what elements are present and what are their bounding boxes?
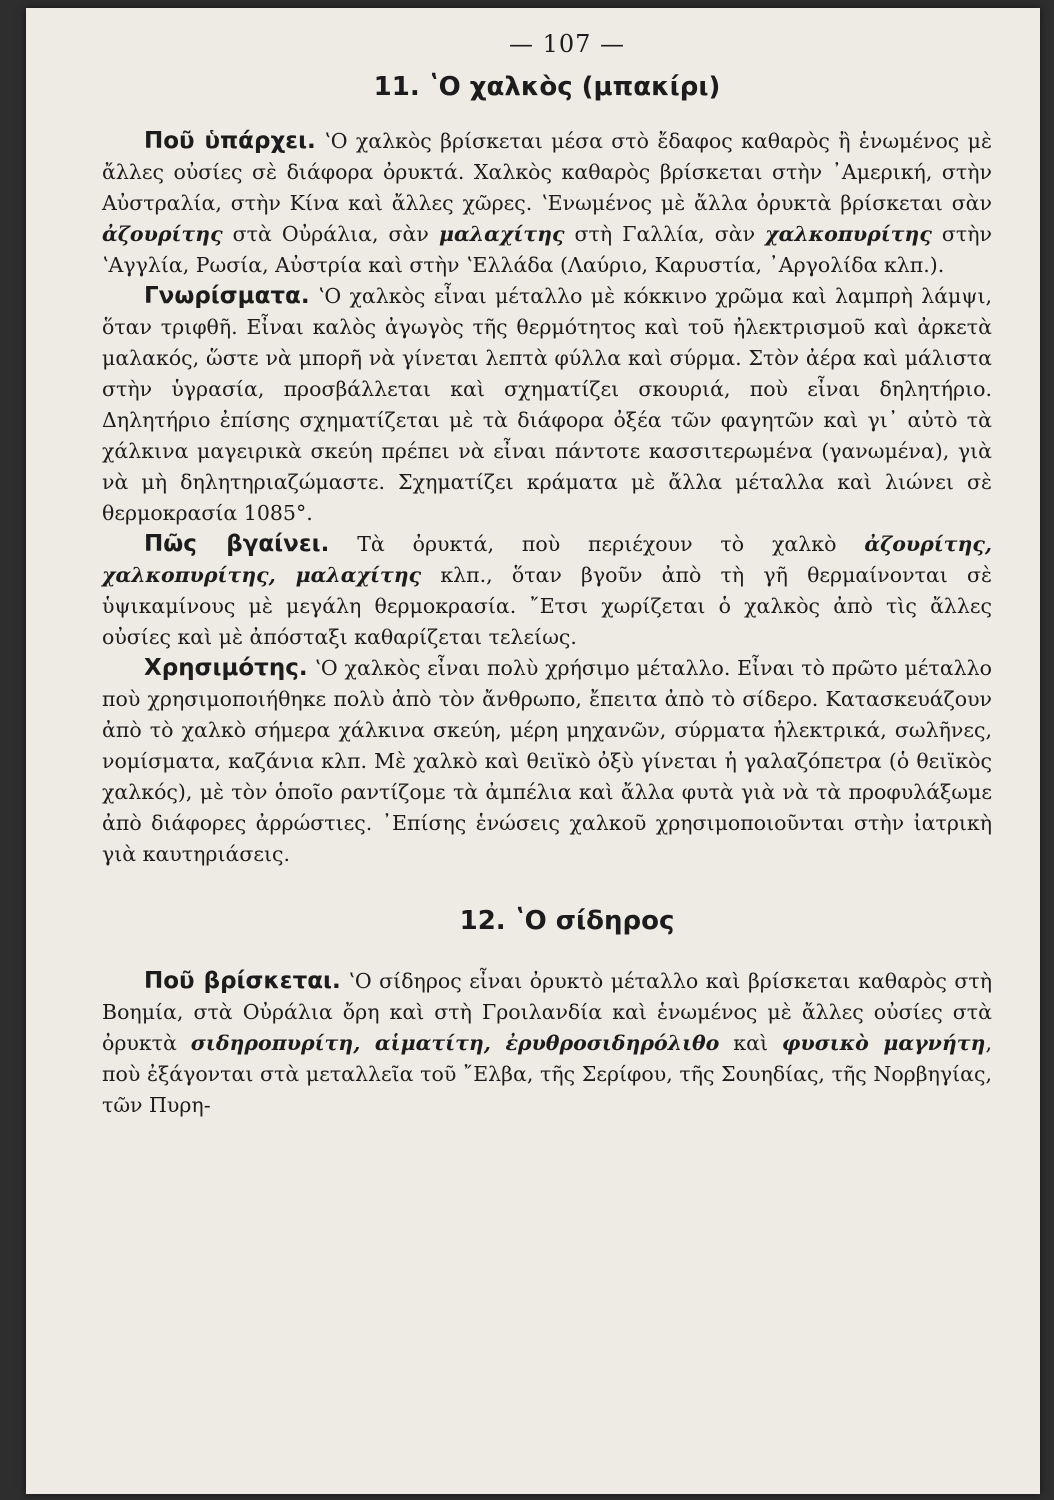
paragraph-heading: Χρησιμότης.	[144, 655, 308, 681]
book-page	[26, 8, 1040, 1494]
text-segment: , ποὺ ἐξάγονται στὰ μεταλλεῖα τοῦ ῎Ελβα, τῆς Σερίφου, τῆς Σουηδίας, τῆς Νορβηγίας, τῶν Πυρη-	[102, 1031, 992, 1117]
paragraph-heading: Πῶς βγαίνει.	[144, 531, 330, 557]
page-number: — 107 —	[508, 30, 626, 58]
mineral-term: φυσικὸ μαγνήτη	[781, 1031, 986, 1055]
text-segment: ʽΟ χαλκὸς εἶναι μέταλλο μὲ κόκκινο χρῶμα καὶ λαμπρὴ λάμψι, ὅταν τριφθῆ. Εἶναι καλὸς ἀγωγὸς τῆς θερμότητος καὶ τοῦ ἠλεκτρισμοῦ καὶ ἀρκετὰ μαλακός, ὥστε νὰ μπορῆ νὰ γίνεται λεπτὰ φύλλα καὶ σύρμα. Στὸν ἀέρα καὶ μάλιστα στὴν ὑγρασία, προσβάλλεται καὶ σχηματίζει σκουριά, ποὺ εἶναι δηλητήριο. Δηλητήριο ἐπίσης σχηματίζεται μὲ τὰ διάφορα ὀξέα τῶν φαγητῶν καὶ γι᾽ αὐτὸ τὰ χάλκινα μαγειρικὰ σκεύη πρέπει νὰ εἶναι πάντοτε κασσιτερωμένα (γανωμένα), γιὰ νὰ μὴ δηλητηριαζώμαστε. Σχηματίζει κράματα μὲ ἄλλα μέταλλα καὶ λιώνει σὲ θερμοκρασία 1085°.	[102, 284, 992, 525]
mineral-term: χαλκοπυρίτης	[765, 222, 932, 246]
paragraph-copper-extraction	[102, 529, 992, 653]
text-segment: ʽΟ χαλκὸς εἶναι πολὺ χρήσιμο μέταλλο. Εἶναι τὸ πρῶτο μέταλλο ποὺ χρησιμοποιήθηκε πολὺ ἀπὸ τὸν ἄνθρωπο, ἔπειτα ἀπὸ τὸ σίδερο. Κατασκευάζουν ἀπὸ τὸ χαλκὸ σήμερα χάλκινα σκεύη, μέρη μηχανῶν, σύρματα ἠλεκτρικά, σωλῆνες, νομίσματα, καζάνια κλπ. Μὲ χαλκὸ καὶ θειϊκὸ ὀξὺ γίνεται ἡ γαλαζόπετρα (ὁ θειϊκὸς χαλκός), μὲ τὸν ὁποῖο ραντίζομε τὰ ἀμπέλια καὶ ἄλλα φυτὰ γιὰ νὰ τὰ προφυλάξωμε ἀπὸ διάφορες ἀρρώστιες. ᾽Επίσης ἑνώσεις χαλκοῦ χρησιμοποιοῦνται στὴν ἰατρικὴ γιὰ καυτηριάσεις.	[102, 656, 992, 866]
page-content	[102, 30, 992, 1121]
paragraph-heading: Γνωρίσματα.	[144, 283, 310, 309]
text-segment: στὰ Οὐράλια, σὰν	[222, 222, 439, 246]
text-segment: καὶ	[719, 1031, 782, 1055]
paragraph-copper-usefulness	[102, 653, 992, 870]
text-segment: ʽΟ σίδηρος εἶναι ὀρυκτὸ μέταλλο καὶ βρίσκεται καθαρὸς στὴ Βοημία, στὰ Οὐράλια ὄρη καὶ στὴ Γροιλανδία καὶ ἑνωμένος μὲ ἄλλες οὐσίες στὰ ὀρυκτὰ	[102, 969, 992, 1055]
mineral-term: μαλαχίτης	[438, 222, 565, 246]
mineral-term: ἀζουρίτης	[102, 222, 223, 246]
mineral-term: ἀζουρίτης, χαλκοπυρίτης, μαλαχίτης	[102, 532, 992, 587]
text-segment: ʽΟ χαλκὸς βρίσκεται μέσα στὸ ἔδαφος καθαρὸς ἢ ἑνωμένος μὲ ἄλλες οὐσίες σὲ διάφορα ὀρυκτά. Χαλκὸς καθαρὸς βρίσκεται στὴν ᾽Αμερική, στὴν Αὐστραλία, στὴν Κίνα καὶ ἄλλες χῶρες. ʽΕνωμένος μὲ ἄλλα ὀρυκτὰ βρίσκεται σὰν	[102, 129, 992, 215]
text-segment: στὴν ʽΑγγλία, Ρωσία, Αὐστρία καὶ στὴν ʽΕλλάδα (Λαύριο, Καρυστία, ᾽Αργολίδα κλπ.).	[102, 222, 992, 277]
paragraph-copper-occurrence	[102, 126, 992, 281]
paragraph-copper-properties	[102, 281, 992, 529]
text-segment: κλπ., ὅταν βγοῦν ἀπὸ τὴ γῆ θερμαίνονται σὲ ὑψικαμίνους μὲ μεγάλη θερμοκρασία. ῎Ετσι χωρίζεται ὁ χαλκὸς ἀπὸ τὶς ἄλλες οὐσίες καὶ μὲ ἀπόσταξι καθαρίζεται τελείως.	[102, 563, 992, 649]
section-title-copper: 11. ʽΟ χαλκὸς (μπακίρι)	[373, 72, 721, 102]
mineral-term: σιδηροπυρίτη, αἱματίτη, ἐρυθροσιδηρόλιθο	[190, 1031, 720, 1055]
paragraph-heading: Ποῦ βρίσκεται.	[144, 968, 341, 994]
paragraph-iron-occurrence	[102, 966, 992, 1121]
paragraph-heading: Ποῦ ὑπάρχει.	[144, 128, 316, 154]
text-segment: Τὰ ὀρυκτά, ποὺ περιέχουν τὸ χαλκὸ	[329, 532, 865, 556]
text-segment: στὴ Γαλλία, σὰν	[564, 222, 766, 246]
section-title-iron: 12. ʽΟ σίδηρος	[459, 906, 675, 936]
